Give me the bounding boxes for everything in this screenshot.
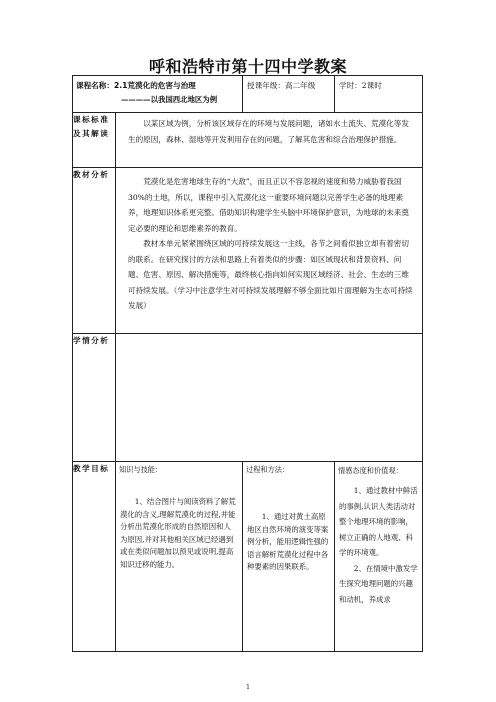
standard-text: 以某区域为例，分析该区域存在的环境与发展问题，诸如水土流失、荒漠化等发生的原因，森林、湿地等开发利用存在的问题，了解其危害和综合治理保护措施。 [128,119,409,144]
material-label: 教材分析 [73,168,116,334]
emotion-heading: 情感态度和价值观： [338,466,403,475]
process-cell [243,462,335,652]
material-content [116,168,423,334]
knowledge-cell [116,462,243,652]
material-paragraph-1: 荒漠化是危害地球生存的“大敌”，而且正以不容忽视的速度和势力威胁着我国30%的土地，所以，课程中引入荒漠化这一重要环境问题以完善学生必备的地理素养，地理知识体系更完整。借助知识构建学生头脑中环境保护意识，为地球的未来奠定必要的理论和思维素养的教育。 [128,177,409,233]
students-content [116,334,423,462]
emotion-cell [335,462,423,652]
grade-label: 授课年级：高二年级 [247,81,316,90]
emotion-text-1: 1、通过教材中鲜活的事例,认识人类活动对整个地理环境的影响，树立正确的人地观、科学的环境观。 [339,486,418,557]
course-name-label: 课程名称： [76,81,114,90]
standard-label: 课标标准及其解读 [73,113,116,168]
course-name-cell [73,76,243,113]
page-title: 呼和浩特市第十四中学教案 [148,57,347,76]
students-label: 学情分析 [73,334,116,462]
course-name: 2.1荒漠化的危害与治理 [113,81,196,90]
hours-label: 学时：2课时 [339,81,382,90]
page-number: 1 [246,684,250,691]
knowledge-text: 1、结合图片与阅读资料了解荒漠化的含义,理解荒漠化的过程,并能分析出荒漠化形成的自然原因和人为原因,并对其他相关区域已经遇到或在类似问题加以预见或说明,提高知识迁移的能力。 [120,497,236,569]
emotion-text-2: 2、在情境中激发学生探究地理问题的兴趣和动机，养成求 [339,563,418,604]
knowledge-heading: 知识与技能： [119,465,163,474]
grade-cell [243,76,335,113]
process-heading: 过程和方法： [246,465,290,474]
standard-content [116,113,423,168]
hours-cell [335,76,423,113]
process-text: 1、通过对黄土高原地区自然环境的演变等案例分析，能用逻辑性强的语言解析荒漠化过程中各种要素的因果联系。 [247,512,329,571]
material-paragraph-2: 教材本单元紧紧围绕区域的可持续发展这一主线，各节之间看似独立却有着密切的联系。在研究探讨的方法和思路上有着类似的步骤：如区域现状和背景资料、问题、危害、原因、解决措施等，最终核心指向如何实现区域经济、社会、生态的三维可持续发展。（学习中注意学生对可持续发展理解不够全面比如片面理解为生态可持续发展） [128,239,413,310]
lesson-plan-table [72,75,423,652]
goals-label: 教学目标 [73,462,116,652]
course-subtitle: ————以我国西北地区为例 [121,95,218,104]
